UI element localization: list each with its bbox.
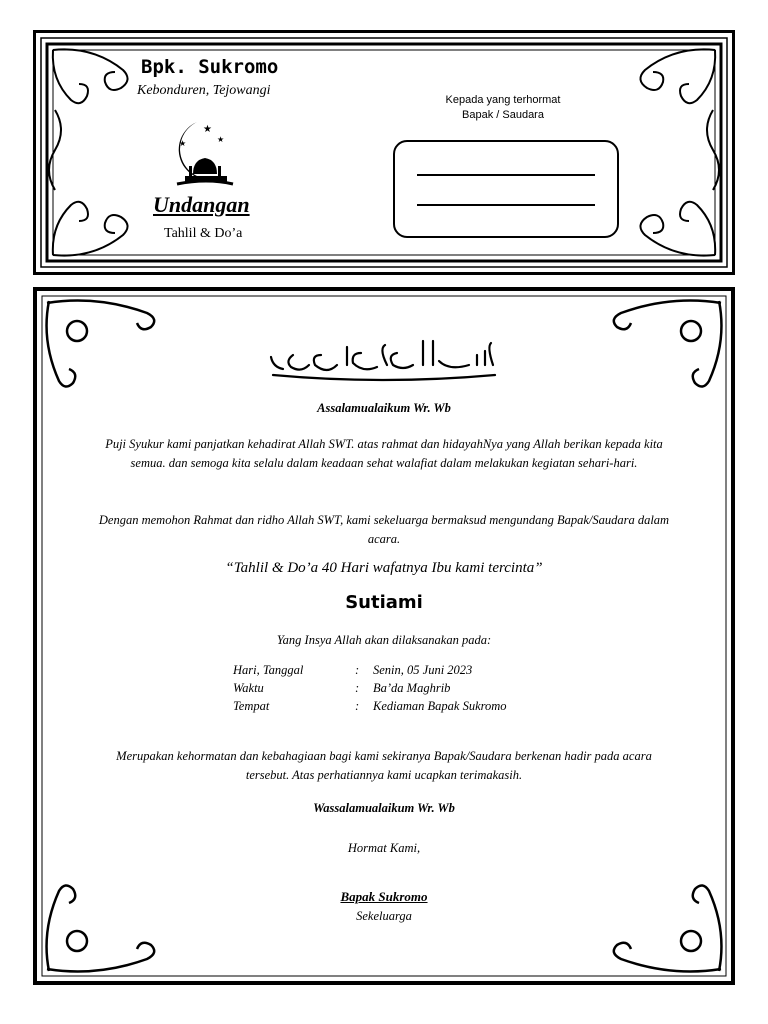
envelope-ornamental-frame — [33, 30, 735, 275]
bismillah-calligraphy — [263, 335, 503, 385]
deceased-name: Sutiami — [345, 592, 423, 613]
detail-row-time — [233, 679, 507, 697]
detail-label: Waktu — [233, 681, 264, 695]
signer-name: Bapak Sukromo — [340, 889, 428, 904]
detail-label: Tempat — [233, 699, 270, 713]
invitation-subtitle: Tahlil & Do’a — [164, 226, 243, 241]
detail-row-date — [233, 661, 507, 679]
signer-family: Sekeluarga — [356, 909, 412, 923]
recipient-salutation: Bapak / Saudara — [462, 109, 544, 121]
closing-paragraph: Merupakan kehormatan dan kebahagiaan bagi kami sekiranya Bapak/Saudara berkenan hadir pada acara tersebut. Atas perhatiannya kami ucapkan terimakasih. — [116, 749, 652, 782]
detail-label: Hari, Tanggal — [233, 663, 304, 677]
detail-value: Senin, 05 Juni 2023 — [373, 663, 473, 677]
recipient-heading: Kepada yang terhormat — [445, 94, 561, 106]
regards: Hormat Kami, — [347, 841, 421, 855]
detail-value: Ba’da Maghrib — [373, 681, 451, 695]
opening-greeting: Assalamualaikum Wr. Wb — [317, 401, 451, 415]
detail-separator: : — [355, 681, 360, 695]
invitation-card — [33, 287, 735, 985]
detail-separator: : — [355, 663, 360, 677]
event-details — [233, 661, 507, 715]
crescent-mosque-icon — [163, 118, 243, 192]
sender-name: Bpk. Sukromo — [141, 56, 279, 78]
address-line-1 — [417, 174, 595, 176]
event-title: “Tahlil & Do’a 40 Hari wafatnya Ibu kami tercinta” — [225, 560, 543, 576]
invitation-title: Undangan — [153, 192, 250, 217]
address-line-2 — [417, 204, 595, 206]
invitation-paragraph: Dengan memohon Rahmat dan ridho Allah SWT, kami sekeluarga bermaksud mengundang Bapak/Saudara dalam acara. — [98, 513, 670, 546]
detail-value: Kediaman Bapak Sukromo — [373, 699, 507, 713]
svg-text:★: ★ — [179, 139, 187, 148]
detail-row-place — [233, 697, 507, 715]
detail-separator: : — [355, 699, 360, 713]
envelope-card — [33, 30, 735, 275]
schedule-intro: Yang Insya Allah akan dilaksanakan pada: — [276, 633, 492, 647]
closing-greeting: Wassalamualaikum Wr. Wb — [313, 801, 455, 815]
svg-text:★: ★ — [203, 124, 212, 135]
gratitude-paragraph: Puji Syukur kami panjatkan kehadirat Allah SWT. atas rahmat dan hidayahNya yang Allah berikan kepada kita semua. dan semoga kita selalu dalam keadaan sehat walafiat dalam melakukan kegiatan sehari-hari. — [105, 437, 663, 470]
svg-text:★: ★ — [217, 135, 225, 144]
sender-address: Kebonduren, Tejowangi — [137, 83, 271, 98]
recipient-address-box[interactable] — [393, 140, 619, 238]
